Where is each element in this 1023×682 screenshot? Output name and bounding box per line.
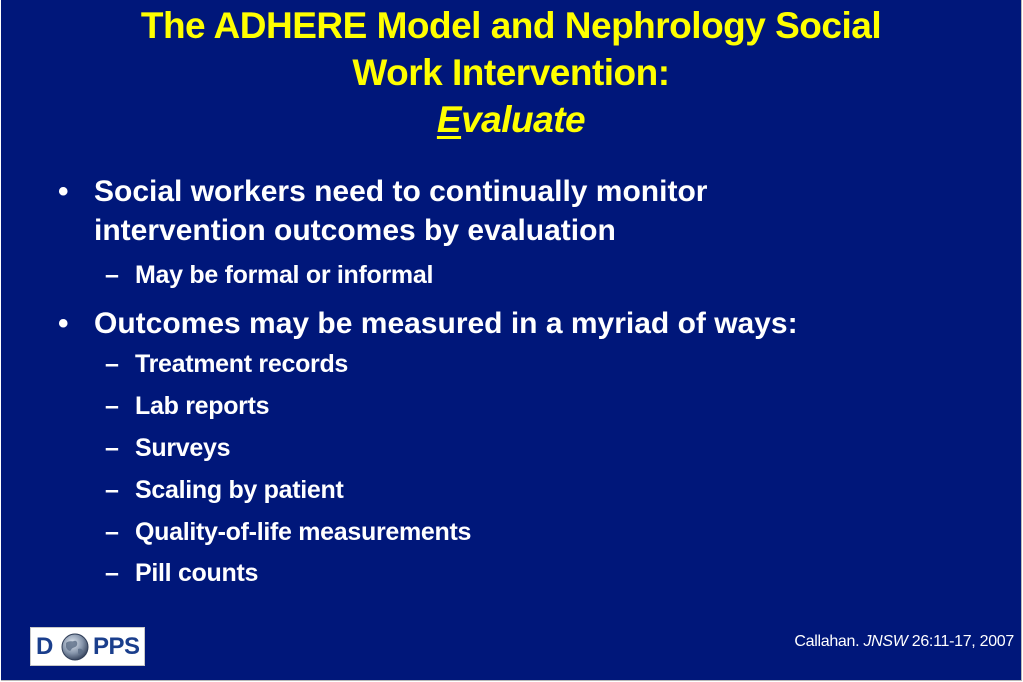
title-line-1: The ADHERE Model and Nephrology Social bbox=[140, 5, 882, 46]
citation-journal: JNSW bbox=[863, 633, 908, 650]
bullet-symbol: • bbox=[58, 307, 69, 340]
citation bbox=[794, 632, 1014, 652]
bullet-text: Outcomes may be measured in a myriad of ways: bbox=[94, 307, 798, 340]
sub-item-symbol: – bbox=[105, 350, 119, 378]
sub-item-symbol: – bbox=[105, 434, 119, 462]
sub-item-symbol: – bbox=[105, 476, 119, 504]
bullet-text-line-1: Social workers need to continually monitor bbox=[94, 175, 708, 208]
globe-icon bbox=[60, 632, 90, 662]
bullet-text bbox=[94, 172, 924, 250]
sub-item-text: Surveys bbox=[135, 434, 231, 462]
slide bbox=[1, 0, 1022, 681]
sub-item-text: Pill counts bbox=[135, 559, 259, 587]
logo-left-text: D bbox=[36, 633, 53, 660]
citation-author: Callahan. bbox=[794, 633, 864, 650]
sub-item-text: May be formal or informal bbox=[135, 261, 434, 289]
bullet-text-line-2: intervention outcomes by evaluation bbox=[94, 214, 616, 247]
title-initial-letter: E bbox=[436, 99, 462, 140]
sub-item-text: Scaling by patient bbox=[135, 476, 344, 504]
slide-body bbox=[1, 0, 1021, 680]
sub-item-text: Lab reports bbox=[135, 392, 270, 420]
sub-item-text: Treatment records bbox=[135, 350, 349, 378]
sub-item-symbol: – bbox=[105, 518, 119, 546]
dopps-logo bbox=[30, 627, 145, 666]
sub-item-symbol: – bbox=[105, 559, 119, 587]
logo-right-text: PPS bbox=[93, 633, 140, 660]
bullet-symbol: • bbox=[58, 175, 69, 208]
sub-item-symbol: – bbox=[105, 261, 119, 289]
title-line-3-rest: valuate bbox=[461, 99, 586, 140]
citation-details: 26:11-17, 2007 bbox=[907, 633, 1014, 650]
sub-item-symbol: – bbox=[105, 392, 119, 420]
title-line-2: Work Intervention: bbox=[352, 52, 670, 93]
sub-item-text: Quality-of-life measurements bbox=[135, 518, 472, 546]
